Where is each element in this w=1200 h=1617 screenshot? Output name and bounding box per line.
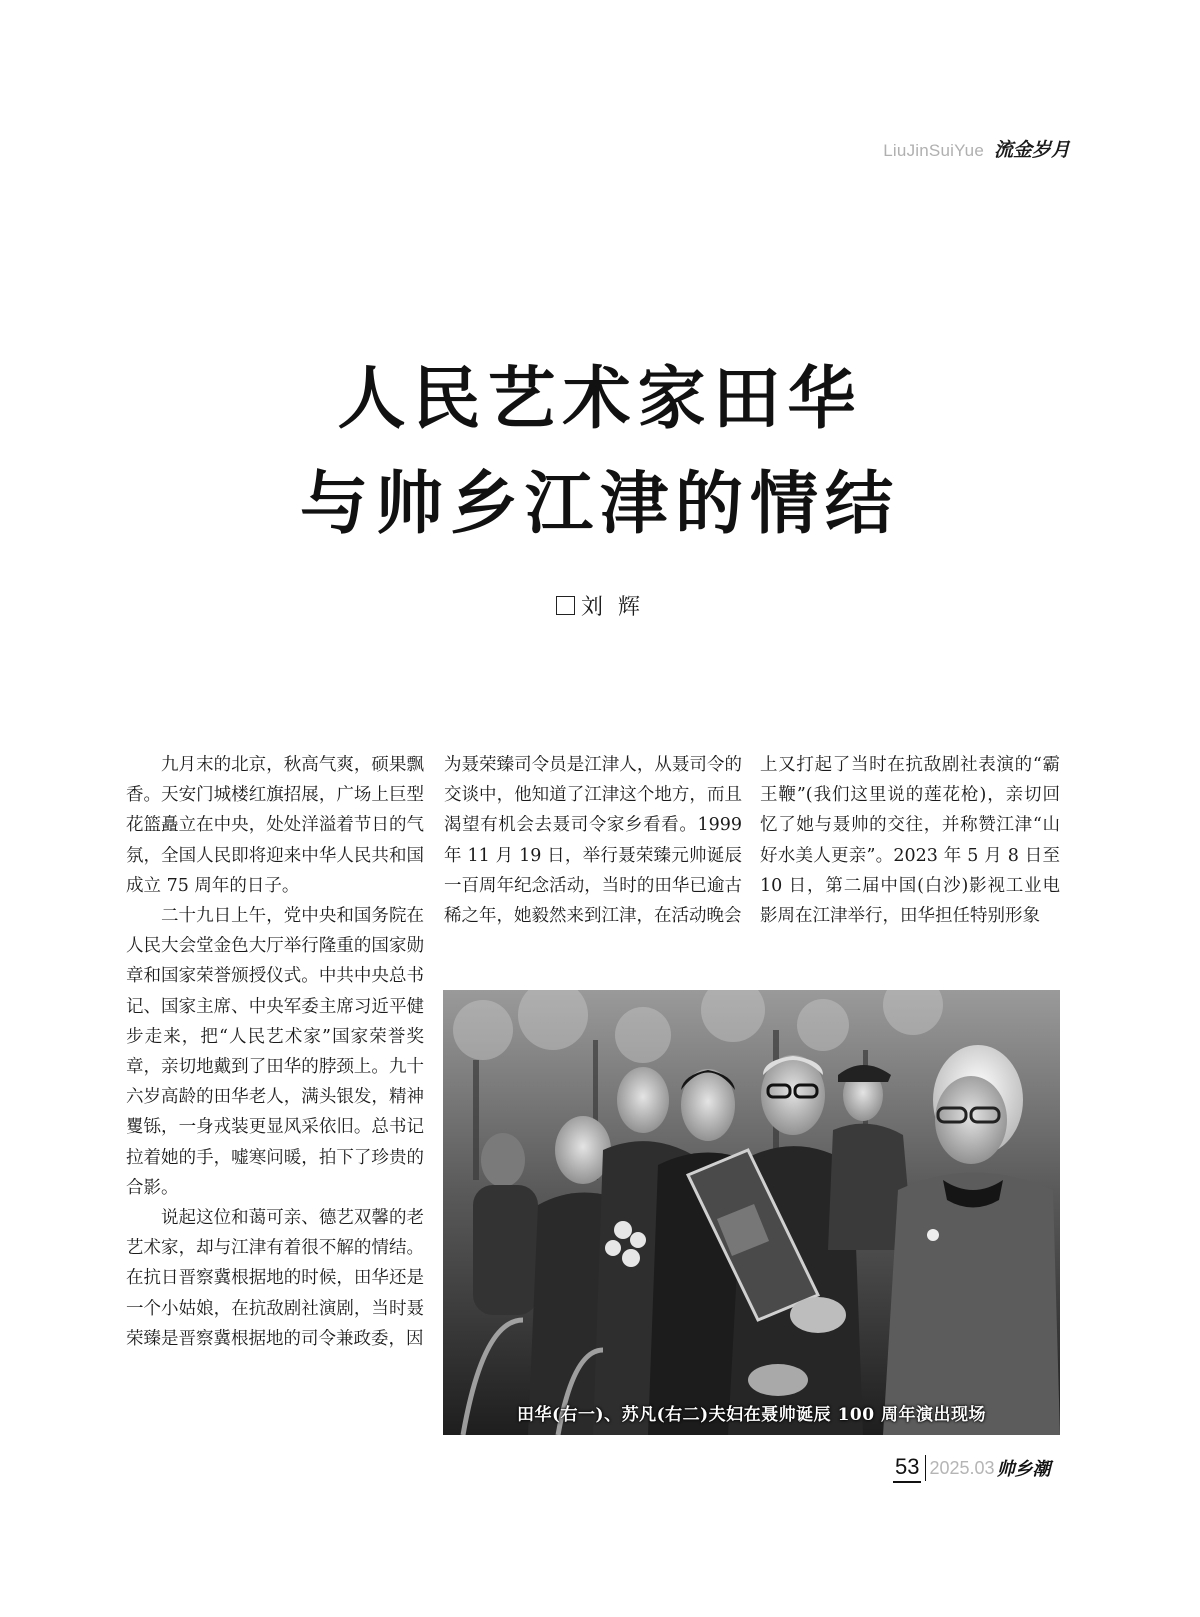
issue-date: 2025.03 <box>925 1455 994 1481</box>
article-title-line-2: 与帅乡江津的情结 <box>299 464 900 544</box>
text-column-2 <box>444 750 742 931</box>
paragraph: 说起这位和蔼可亲、德艺双馨的老艺术家，却与江津有着很不解的情结。在抗日晋察冀根据地的时候，田华还是一个小姑娘，在抗敌剧社演剧，当时聂荣臻是晋察冀根据地的司令兼政委，因 <box>126 1208 424 1349</box>
text-column-1 <box>126 750 424 1354</box>
section-name-cn: 流金岁月 <box>993 139 1070 161</box>
photo-illustration <box>443 990 1060 1435</box>
author-byline <box>0 590 1200 621</box>
section-name-latin: LiuJinSuiYue <box>883 141 984 160</box>
article-title-line-1: 人民艺术家田华 <box>337 359 863 439</box>
author-name: 刘 辉 <box>581 595 644 620</box>
page-number: 53 <box>893 1453 921 1483</box>
paragraph: 二十九日上午，党中央和国务院在人民大会堂金色大厅举行隆重的国家勋章和国家荣誉颁授仪式。中共中央总书记、国家主席、中央军委主席习近平健步走来，把“人民艺术家”国家荣誉奖章，亲切地戴到了田华的脖颈上。九十六岁高龄的田华老人，满头银发，精神矍铄，一身戎装更显风采依旧。总书记拉着她的手，嘘寒问暖，拍下了珍贵的合影。 <box>126 906 424 1198</box>
byline-box-icon <box>556 596 575 615</box>
magazine-name: 帅乡潮 <box>996 1459 1051 1480</box>
paragraph: 九月末的北京，秋高气爽，硕果飘香。天安门城楼红旗招展，广场上巨型花篮矗立在中央，处处洋溢着节日的气氛，全国人民即将迎来中华人民共和国成立 75 周年的日子。 <box>126 755 424 896</box>
event-photo <box>443 990 1060 1435</box>
page-footer <box>893 1452 1051 1484</box>
section-header <box>883 135 1070 162</box>
paragraph: 上又打起了当时在抗敌剧社表演的“霸王鞭”(我们这里说的莲花枪)，亲切回忆了她与聂帅的交往，并称赞江津“山好水美人更亲”。2023 年 5 月 8 日至 10 日，第二届中国(白沙)影视工业电影周在江津举行，田华担任特别形象 <box>760 755 1060 927</box>
text-column-3 <box>760 750 1060 931</box>
photo-caption: 田华(右一)、苏凡(右二)夫妇在聂帅诞辰 100 周年演出现场 <box>517 1405 986 1425</box>
paragraph: 为聂荣臻司令员是江津人，从聂司令的交谈中，他知道了江津这个地方，而且渴望有机会去聂司令家乡看看。1999 年 11 月 19 日，举行聂荣臻元帅诞辰一百周年纪念活动，当时的田华已逾古稀之年，她毅然来到江津，在活动晚会 <box>444 755 742 927</box>
